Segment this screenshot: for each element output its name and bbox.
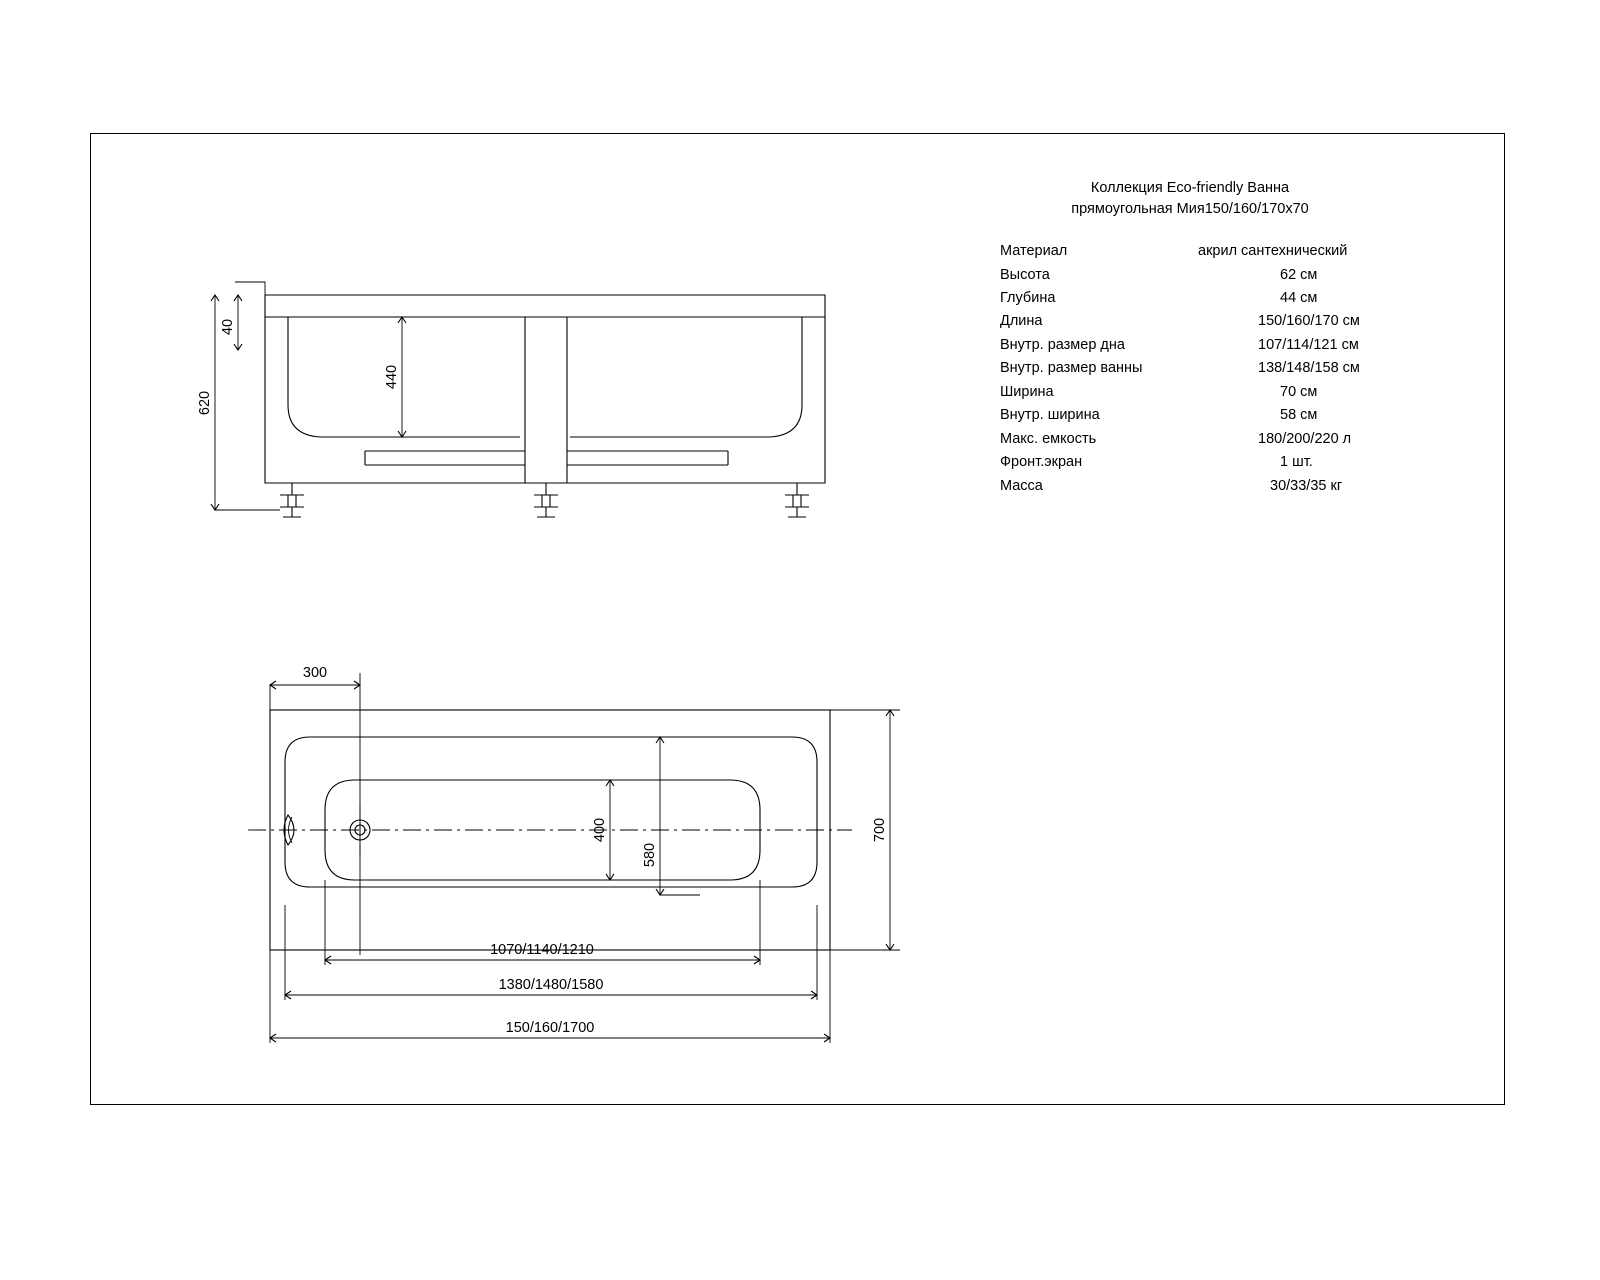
dim-inner-depth: 440 (384, 364, 400, 390)
spec-value-inner-bath: 138/148/158 см (1258, 360, 1360, 377)
spec-label-width: Ширина (1000, 383, 1054, 400)
spec-value-material: акрил сантехнический (1198, 243, 1348, 260)
dim-inner-width: 400 (592, 817, 608, 843)
dim-inner-length: 1380/1480/1580 (498, 977, 604, 993)
spec-label-length: Длина (1000, 313, 1043, 330)
front-elevation-view (180, 255, 860, 545)
spec-value-depth: 44 см (1280, 290, 1318, 306)
spec-value-length: 150/160/170 см (1258, 313, 1360, 330)
spec-row (1000, 310, 1400, 333)
spec-value-front-screen: 1 шт. (1280, 454, 1313, 471)
spec-row (1000, 240, 1400, 263)
top-plan-view (240, 655, 960, 1075)
spec-value-capacity: 180/200/220 л (1258, 430, 1352, 447)
spec-value-inner-bottom: 107/114/121 см (1258, 336, 1359, 353)
spec-row (1000, 404, 1400, 427)
spec-rows (1000, 240, 1400, 498)
spec-label-inner-width: Внутр. ширина (1000, 407, 1100, 424)
spec-label-depth: Глубина (1000, 290, 1056, 306)
spec-label-capacity: Макс. емкость (1000, 430, 1097, 447)
spec-row (1000, 264, 1400, 287)
spec-label-inner-bath: Внутр. размер ванны (1000, 360, 1143, 377)
dim-left-offset: 300 (302, 665, 328, 681)
spec-value-width: 70 см (1280, 383, 1318, 400)
dim-overall-length: 150/160/1700 (505, 1020, 595, 1036)
spec-label-front-screen: Фронт.экран (1000, 454, 1083, 471)
dim-bottom-length: 1070/1140/1210 (490, 942, 594, 958)
spec-row (1000, 475, 1400, 498)
spec-value-height: 62 см (1280, 266, 1318, 283)
spec-label-inner-bottom: Внутр. размер дна (1000, 336, 1125, 353)
spec-row (1000, 287, 1400, 310)
spec-value-inner-width: 58 см (1280, 407, 1318, 424)
dim-inner-width-outer: 580 (642, 842, 658, 868)
spec-row (1000, 451, 1400, 474)
spec-label-height: Высота (1000, 266, 1050, 283)
spec-label-mass: Масса (1000, 477, 1043, 494)
dim-total-height: 620 (197, 390, 213, 416)
dim-rim-height: 40 (220, 318, 236, 336)
spec-row (1000, 357, 1400, 380)
drawing-title-line2: прямоугольная Мия150/160/170х70 (1071, 201, 1309, 218)
dim-width: 700 (872, 817, 888, 843)
drawing-title-line1: Коллекция Eco-friendly Ванна (1090, 180, 1290, 196)
spec-value-mass: 30/33/35 кг (1270, 477, 1343, 494)
spec-label-material: Материал (1000, 243, 1068, 260)
spec-row (1000, 381, 1400, 404)
spec-row (1000, 334, 1400, 357)
specification-block (1000, 178, 1400, 498)
spec-row (1000, 428, 1400, 451)
